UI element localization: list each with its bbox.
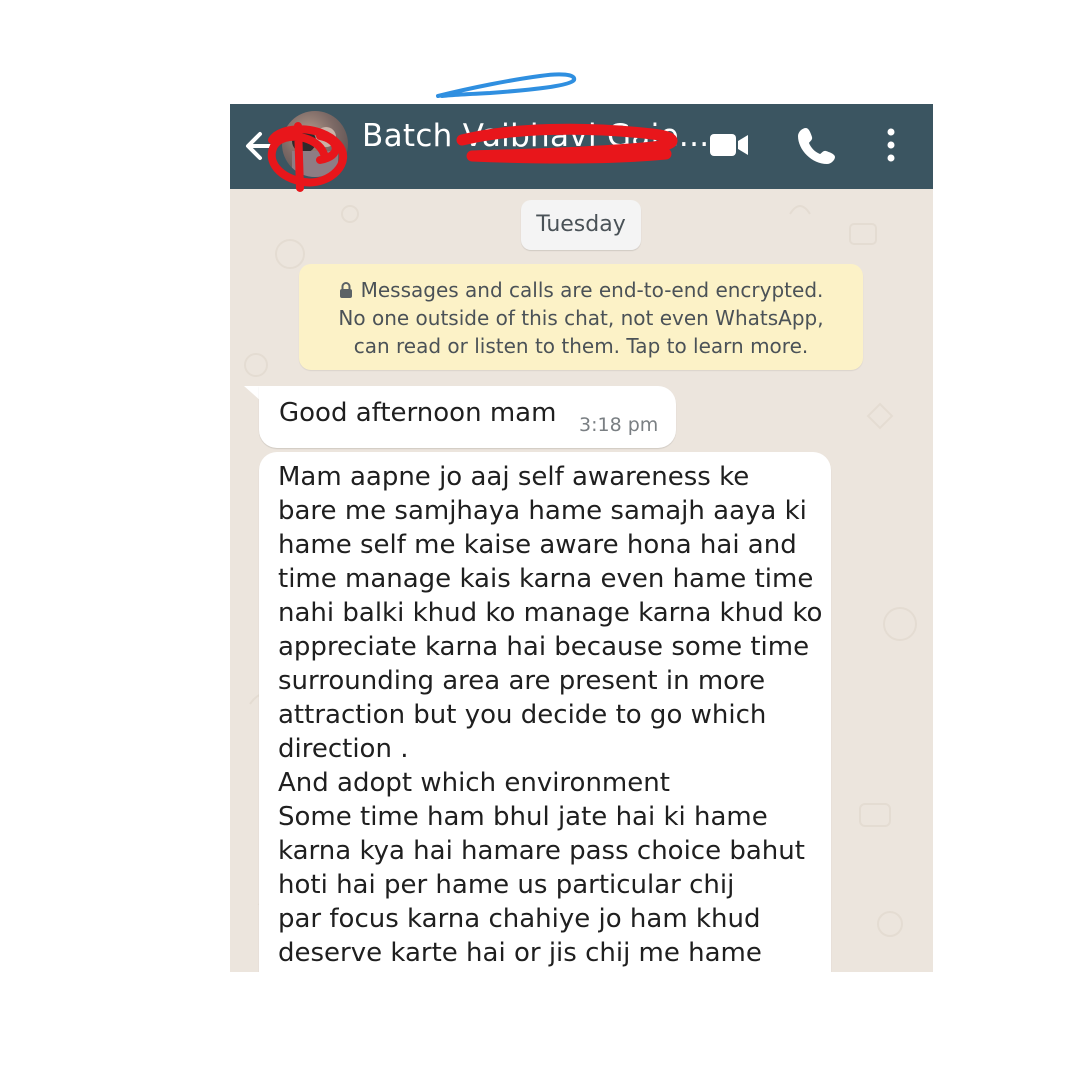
message-line: surrounding area are present in more — [278, 666, 766, 696]
video-call-icon[interactable] — [706, 122, 752, 168]
message-line: Some time ham bhul jate hai ki hame — [278, 802, 768, 832]
message-line: par focus karna chahiye jo ham khud — [278, 904, 761, 934]
encryption-notice-line: No one outside of this chat, not even WhatsApp, — [338, 306, 824, 330]
chat-screen — [230, 104, 933, 972]
message-line: appreciate karna hai because some time — [278, 632, 810, 662]
message-line: hame self me kaise aware hona hai and — [278, 530, 797, 560]
message-bubble[interactable] — [259, 386, 676, 448]
message-line: time manage kais karna even hame time — [278, 564, 814, 594]
message-line: attraction but you decide to go which — [278, 700, 767, 730]
group-avatar[interactable] — [282, 111, 348, 177]
back-arrow-icon[interactable] — [242, 124, 278, 168]
message-line: karna kya hai hamare pass choice bahut — [278, 836, 805, 866]
blue-pen-scribble — [430, 66, 590, 106]
encryption-notice-line: can read or listen to them. Tap to learn more. — [353, 334, 809, 358]
more-options-icon[interactable] — [868, 122, 914, 168]
encryption-notice-line: Messages and calls are end-to-end encrypted. — [360, 278, 824, 302]
message-line: deserve karte hai or jis chij me hame — [278, 938, 762, 968]
encryption-notice[interactable] — [299, 264, 863, 370]
chat-header — [230, 104, 933, 189]
phone-icon[interactable] — [794, 122, 840, 168]
message-line: hoti hai per hame us particular chij — [278, 870, 735, 900]
message-line: Mam aapne jo aaj self awareness ke — [278, 462, 750, 492]
lock-icon — [339, 281, 353, 299]
date-divider: Tuesday — [521, 200, 641, 250]
chat-title[interactable]: Batch Vaibhavi Gaje... — [362, 118, 710, 154]
message-line: And adopt which environment — [278, 768, 670, 798]
message-bubble[interactable] — [259, 452, 831, 972]
message-line: direction . — [278, 734, 409, 764]
message-line: nahi balki khud ko manage karna khud ko — [278, 598, 823, 628]
message-time: 3:18 pm — [579, 414, 659, 436]
message-line: bare me samjhaya hame samajh aaya ki — [278, 496, 807, 526]
message-text: Good afternoon mam — [279, 398, 557, 428]
